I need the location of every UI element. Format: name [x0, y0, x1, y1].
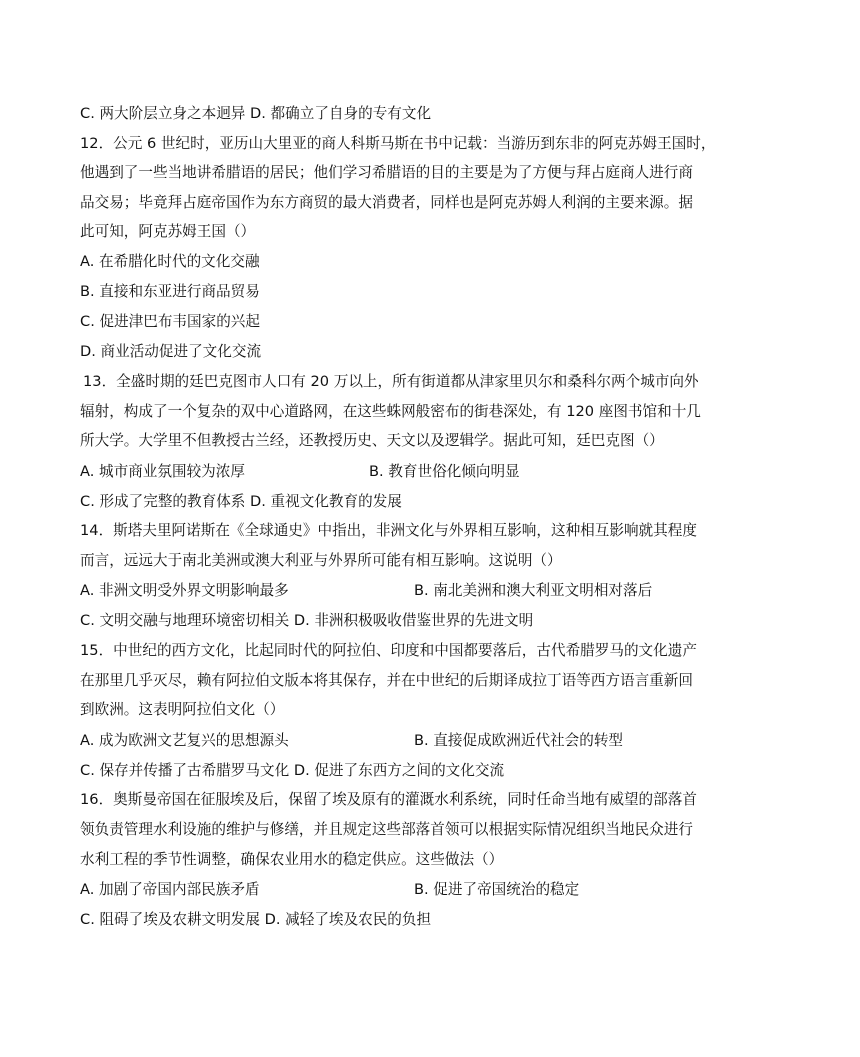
- q12-option-d: D. 商业活动促进了文化交流: [80, 343, 262, 360]
- q13-options-ab-row: [80, 462, 520, 482]
- q13-options-cd: C. 形成了完整的教育体系 D. 重视文化教育的发展: [80, 493, 402, 510]
- q12-option-b: B. 直接和东亚进行商品贸易: [80, 283, 260, 300]
- q13-stem-line: 所大学。大学里不但教授古兰经，还教授历史、天文以及逻辑学。据此可知，廷巴克图（）: [80, 432, 664, 449]
- q16-stem-line: 16．奥斯曼帝国在征服埃及后，保留了埃及原有的灌溉水利系统，同时任命当地有威望的部落首: [80, 791, 697, 808]
- q12-stem-line: 品交易；毕竟拜占庭帝国作为东方商贸的最大消费者，同样也是阿克苏姆人利润的主要来源。据: [80, 194, 693, 211]
- q14-stem-line: 14．斯塔夫里阿诺斯在《全球通史》中指出，非洲文化与外界相互影响，这种相互影响就其程度: [80, 522, 697, 539]
- q14-option-b: B. 南北美洲和澳大利亚文明相对落后: [414, 582, 653, 599]
- q12-stem-line: 12．公元 6 世纪时，亚历山大里亚的商人科斯马斯在书中记载：当游历到东非的阿克苏姆王国时，: [80, 135, 716, 152]
- q12-option-a: A. 在希腊化时代的文化交融: [80, 253, 260, 270]
- q16-options-ab-row: [80, 880, 580, 900]
- q13-option-a: A. 城市商业氛围较为浓厚: [80, 463, 245, 480]
- q15-options-cd: C. 保存并传播了古希腊罗马文化 D. 促进了东西方之间的文化交流: [80, 762, 505, 779]
- q16-options-cd: C. 阻碍了埃及农耕文明发展 D. 减轻了埃及农民的负担: [80, 911, 432, 928]
- q15-stem-line: 15．中世纪的西方文化，比起同时代的阿拉伯、印度和中国都要落后，古代希腊罗马的文化遗产: [80, 642, 697, 659]
- q16-stem-line: 水利工程的季节性调整，确保农业用水的稳定供应。这些做法（）: [80, 851, 504, 868]
- q15-option-b: B. 直接促成欧洲近代社会的转型: [414, 732, 624, 749]
- q15-stem-line: 在那里几乎灭尽，赖有阿拉伯文版本将其保存，并在中世纪的后期译成拉丁语等西方语言重新回: [80, 672, 693, 689]
- q12-stem-line: 此可知，阿克苏姆王国（）: [80, 223, 256, 240]
- q11-options-cd: C. 两大阶层立身之本迥异 D. 都确立了自身的专有文化: [80, 105, 432, 122]
- q14-options-ab-row: [80, 581, 653, 601]
- q12-stem-line: 他遇到了一些当地讲希腊语的居民；他们学习希腊语的目的主要是为了方便与拜占庭商人进行商: [80, 164, 693, 181]
- q14-options-cd: C. 文明交融与地理环境密切相关 D. 非洲积极吸收借鉴世界的先进文明: [80, 612, 534, 629]
- q13-stem-line: 13．全盛时期的廷巴克图市人口有 20 万以上，所有街道都从津家里贝尔和桑科尔两个城市向外: [83, 373, 699, 390]
- q12-option-c: C. 促进津巴布韦国家的兴起: [80, 313, 261, 330]
- q15-option-a: A. 成为欧洲文艺复兴的思想源头: [80, 732, 289, 749]
- q16-option-b: B. 促进了帝国统治的稳定: [414, 881, 580, 898]
- q16-stem-line: 领负责管理水利设施的维护与修缮，并且规定这些部落首领可以根据实际情况组织当地民众进行: [80, 821, 693, 838]
- q13-option-b: B. 教育世俗化倾向明显: [369, 463, 520, 480]
- q13-stem-line: 辐射，构成了一个复杂的双中心道路网，在这些蛛网般密布的街巷深处，有 120 座图书馆和十几: [80, 403, 701, 420]
- q14-option-a: A. 非洲文明受外界文明影响最多: [80, 582, 289, 599]
- q16-option-a: A. 加剧了帝国内部民族矛盾: [80, 881, 260, 898]
- q14-stem-line: 而言，远远大于南北美洲或澳大利亚与外界所可能有相互影响。这说明（）: [80, 552, 562, 569]
- q15-stem-line: 到欧洲。这表明阿拉伯文化（）: [80, 701, 285, 718]
- q15-options-ab-row: [80, 731, 624, 751]
